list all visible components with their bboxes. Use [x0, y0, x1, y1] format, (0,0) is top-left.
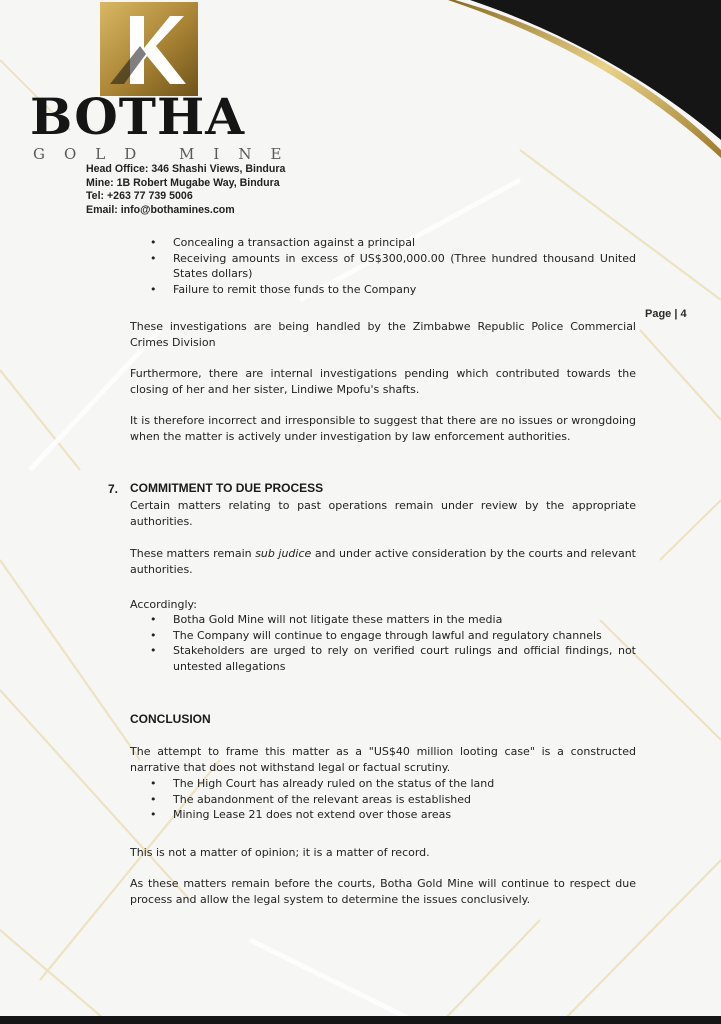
list-item: • Botha Gold Mine will not litigate these matters in the media [130, 612, 636, 628]
investigations-paragraph: These investigations are being handled by the Zimbabwe Republic Police Commercial Crimes Division [130, 320, 636, 349]
list-item: • The abandonment of the relevant areas is established [130, 792, 636, 808]
record-paragraph: This is not a matter of opinion; it is a matter of record. [130, 846, 430, 859]
email: Email: info@bothamines.com [86, 203, 235, 216]
list-item: • Receiving amounts in excess of US$300,000.00 (Three hundred thousand United States dollars) [130, 251, 636, 282]
brand-subtitle: GOLD MINE [33, 145, 301, 163]
list-item: • Failure to remit those funds to the Company [130, 282, 636, 298]
page-number: Page | 4 [645, 308, 687, 320]
due-process-list [130, 612, 636, 674]
mine-address: Mine: 1B Robert Mugabe Way, Bindura [86, 176, 280, 189]
allegations-list [130, 235, 636, 297]
sub-judice-term: sub judice [255, 547, 312, 560]
company-logo [100, 2, 198, 96]
list-item: • Concealing a transaction against a principal [130, 235, 636, 251]
list-item: • The Company will continue to engage through lawful and regulatory channels [130, 628, 636, 644]
furthermore-paragraph: Furthermore, there are internal investigations pending which contributed towards the closing of her and her sister, Lindiwe Mpofu's shafts. [130, 367, 636, 396]
section-number: 7. [108, 482, 119, 496]
brand-name: BOTHA [30, 87, 245, 146]
section-heading: COMMITMENT TO DUE PROCESS [130, 481, 324, 495]
bottom-border [0, 1016, 721, 1024]
final-paragraph: As these matters remain before the courts, Botha Gold Mine will continue to respect due process and allow the legal system to determine the issues conclusively. [130, 877, 636, 906]
contact-block [86, 163, 285, 217]
sub-judice-paragraph: These matters remain sub judice and under active consideration by the courts and relevant authorities. [130, 547, 636, 576]
conclusion-heading: CONCLUSION [130, 712, 211, 726]
review-paragraph: Certain matters relating to past operations remain under review by the appropriate authorities. [130, 499, 636, 528]
list-item: • The High Court has already ruled on the status of the land [130, 776, 636, 792]
list-item: • Mining Lease 21 does not extend over those areas [130, 807, 636, 823]
conclusion-list [130, 776, 636, 823]
accordingly-label: Accordingly: [130, 598, 197, 611]
conclusion-paragraph: The attempt to frame this matter as a "US$40 million looting case" is a constructed narrative that does not withstand legal or factual scrutiny. [130, 745, 636, 774]
list-item: • Stakeholders are urged to rely on verified court rulings and official findings, not untested allegations [130, 643, 636, 674]
telephone: Tel: +263 77 739 5006 [86, 190, 193, 203]
incorrect-paragraph: It is therefore incorrect and irresponsible to suggest that there are no issues or wrongdoing when the matter is actively under investigation by law enforcement authorities. [130, 414, 636, 443]
head-office-address: Head Office: 346 Shashi Views, Bindura [86, 163, 286, 175]
